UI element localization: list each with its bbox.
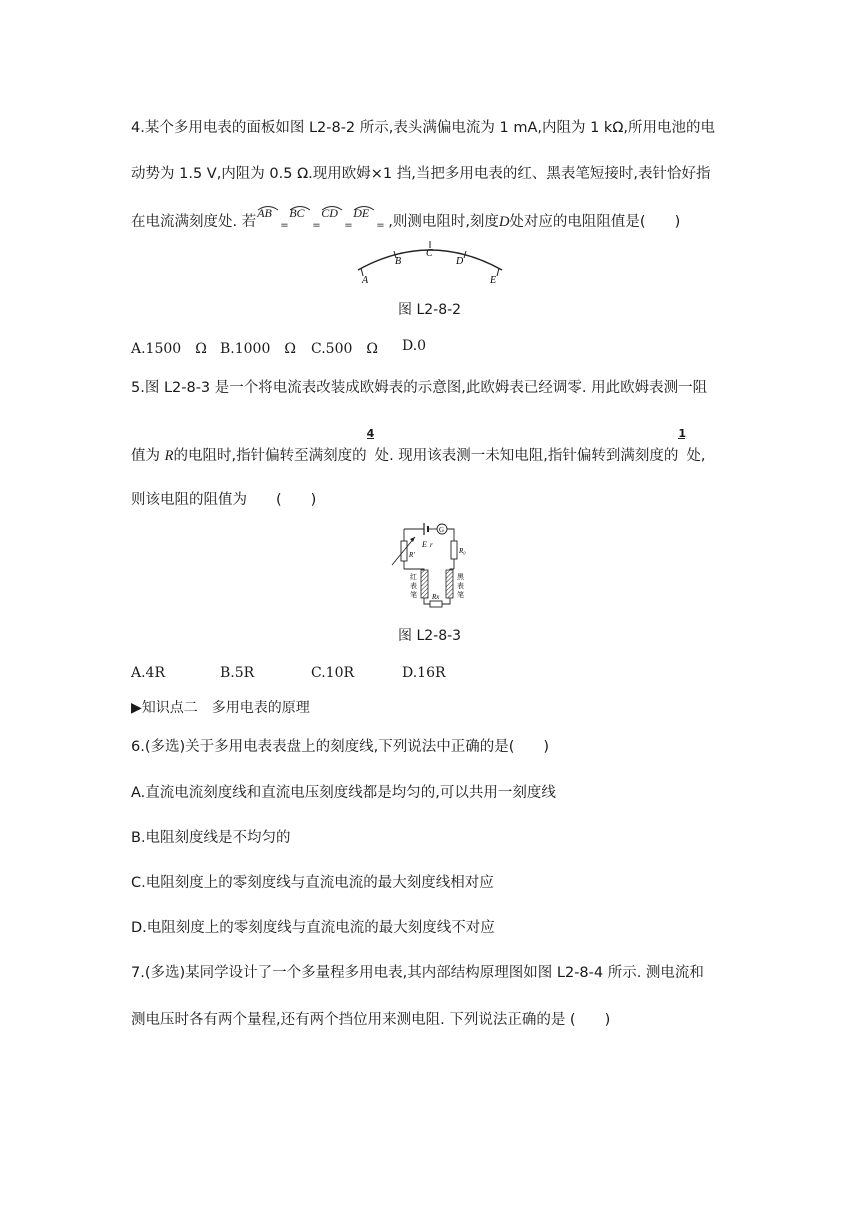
q5-line-1: 5.图 L2-8-3 是一个将电流表改装成欧姆表的示意图,此欧姆表已经调零. 用此欧姆表测一阻 [131,380,708,396]
q5-line-2 [131,427,706,466]
section-title: 知识点二 多用电表的原理 [141,700,310,716]
q4-line-3-mid: ,则测电阻时,刻度 [388,214,499,230]
section-header [131,698,310,718]
q6-option-d: D.电阻刻度上的零刻度线与直流电流的最大刻度线不对应 [131,920,495,936]
q7-line-2: 测电压时各有两个量程,还有两个挡位用来测电阻. 下列说法正确的是 ( ) [131,1012,611,1028]
q5-line-2-prefix: 值为 [131,448,160,464]
ohmmeter-circuit-figure [384,517,474,613]
figure-caption-l2-8-2: 图 L2-8-2 [398,302,462,318]
q4-option-a: A.1500 Ω [131,341,207,357]
q4-line-3-prefix: 在电流满刻度处. 若 [131,214,257,230]
fraction-numerator-1: 1 [678,427,687,440]
label-b: B [395,256,402,267]
fraction-one-fifth [678,427,687,466]
arc-label-de: DE [353,206,370,220]
emf-label: E [422,540,427,549]
red-probe-label-1: 红 [410,573,417,581]
r-prime-label: R' [409,551,415,559]
q4-line-2: 动势为 1.5 V,内阻为 0.5 Ω.现用欧姆×1 挡,当把多用电表的红、黑表笔短接时,表针恰好指 [131,166,711,182]
q6-option-c: C.电阻刻度上的零刻度线与直流电流的最大刻度线相对应 [131,875,494,891]
label-c: C [426,248,433,259]
resistor-r0 [451,541,457,559]
black-probe-label-3: 笔 [457,591,464,599]
fraction-four-fifths [366,427,375,466]
q5-option-a: A.4R [131,665,166,681]
q5-var-r: R [164,448,174,464]
q4-line-1: 4.某个多用电表的面板如图 L2-8-2 所示,表头满偏电流为 1 mA,内阻为 1 kΩ,所用电池的电 [131,120,716,136]
red-probe-label-3: 笔 [410,591,417,599]
q5-line-2-mid: 的电阻时,指针偏转至满刻度的 [173,448,367,464]
q4-option-b: B.1000 Ω [220,341,296,357]
q5-option-c: C.10R [311,665,355,681]
scale-arc-figure [350,236,510,290]
eq-sign-1: = [280,220,289,231]
label-d: D [456,256,464,267]
black-probe-label-1: 黑 [457,573,464,581]
q4-option-c: C.500 Ω [311,341,378,357]
galvanometer-label: G [439,526,445,534]
label-e: E [490,275,497,286]
eq-sign-3: = [344,220,353,231]
arc-label-ab: AB [257,206,272,220]
arc-label-bc: BC [289,206,305,220]
arc-equality [256,206,388,232]
rx-label: Rx [432,593,440,601]
fraction-numerator-4: 4 [366,427,375,440]
resistor-rx [430,601,442,607]
q4-line-3 [131,206,681,232]
q5-option-d: D.16R [402,665,446,681]
red-probe-label-2: 表 [410,582,417,590]
black-probe-label-2: 表 [457,582,464,590]
q6-option-b: B.电阻刻度线是不均匀的 [131,830,291,846]
q6-stem: 6.(多选)关于多用电表表盘上的刻度线,下列说法中正确的是( ) [131,739,550,755]
q5-option-b: B.5R [220,665,255,681]
section-marker-icon: ▶ [131,700,142,716]
eq-sign-4: = [376,220,385,231]
q4-line-3-suffix: 处对应的电阻阻值是( ) [509,214,681,230]
r0-label: R₀ [459,547,466,555]
q4-option-d: D.0 [402,338,427,354]
tick-e [497,268,499,276]
q5-line-2-suffix: 处, [686,448,706,464]
q7-line-1: 7.(多选)某同学设计了一个多量程多用电表,其内部结构原理图如图 L2-8-4 所示. 测电流和 [131,965,704,981]
eq-sign-2: = [312,220,321,231]
internal-r-label: r [430,541,433,549]
q4-var-d: D [498,214,510,230]
label-a: A [362,275,369,286]
red-probe [421,570,428,598]
q5-line-3: 则该电阻的阻值为 ( ) [131,492,317,508]
figure-caption-l2-8-3: 图 L2-8-3 [398,628,462,644]
q5-line-2-mid2: 处. 现用该表测一未知电阻,指针偏转到满刻度的 [374,448,679,464]
arc-label-cd: CD [321,206,338,220]
q6-option-a: A.直流电流刻度线和直流电压刻度线都是均匀的,可以共用一刻度线 [131,785,556,801]
black-probe [446,570,453,598]
